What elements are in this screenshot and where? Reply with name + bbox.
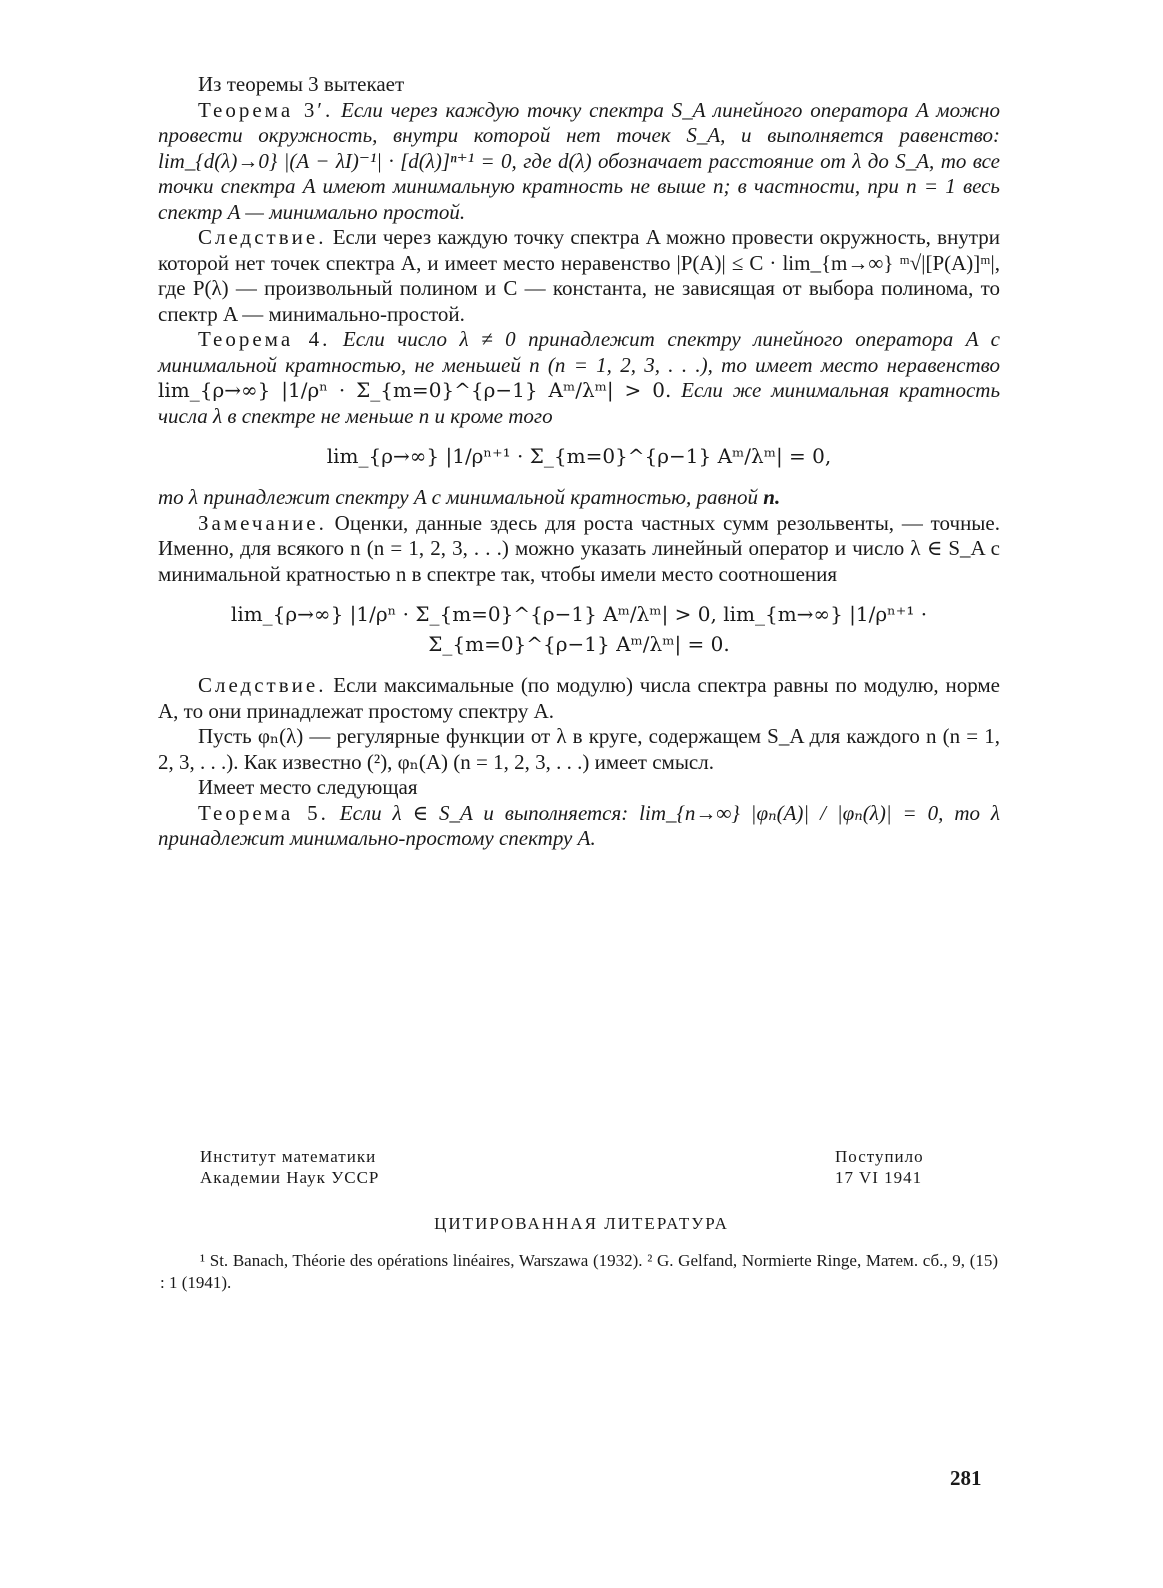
corollary-1-text: Если через каждую точку спектра A можно провести окружность, внутри которой нет точек спектра A, и имеет место неравенство |P(A)| ≤ C · lim_{m→∞} ᵐ√|[P(A)]ᵐ|, где P(λ) — произвольный полином и C — константа, не зависящая от выбора полинома, то спектр A — минимально-простой. [158, 225, 1001, 326]
theorem-5-label: Теорема 5. [198, 800, 329, 825]
theorem-4-text-c-n: n. [763, 485, 781, 509]
theorem-5 [158, 801, 1000, 852]
remark-text: Оценки, данные здесь для роста частных сумм резольвенты, — точные. Именно, для всякого n (n = 1, 2, 3, . . .) можно указать линейный оператор и число λ ∈ S_A с минимальной кратностью n в спектре так, чтобы имели место соотношения [158, 510, 1000, 586]
phi-paragraph [158, 724, 1000, 775]
references-heading: ЦИТИРОВАННАЯ ЛИТЕРАТУРА [434, 1214, 729, 1233]
remark-display-formula [158, 599, 1000, 659]
theorem-4-text-b: Если же минимальная кратность числа λ в спектре не меньше n и кроме того [158, 378, 1001, 428]
received-date [835, 1146, 924, 1188]
corollary-2-label: Следствие. [198, 673, 327, 697]
remark [158, 511, 1000, 588]
theorem-4-label: Теорема 4. [198, 327, 331, 351]
next-text: Имеет место следующая [198, 775, 418, 799]
intro-line [158, 72, 1000, 98]
theorem-4-text-a: Если число λ ≠ 0 принадлежит спектру линейного оператора A с минимальной кратностью, не меньшей n (n = 1, 2, 3, . . .), то имеет место неравенство [158, 327, 1000, 377]
theorem-4-inequality: lim_{ρ→∞} |1/ρⁿ · Σ_{m=0}^{ρ−1} Aᵐ/λᵐ| > 0. [158, 378, 672, 402]
affiliation [200, 1146, 379, 1188]
reference-1: ¹ St. Banach, Théorie des opérations linéaires, Warszawa (1932). [200, 1251, 643, 1270]
theorem-4-display-formula [158, 441, 1000, 471]
theorem-4-text-c: то λ принадлежит спектру A с минимальной кратностью, равной [158, 485, 759, 509]
phi-text: Пусть φₙ(λ) — регулярные функции от λ в круге, содержащем S_A для каждого n (n = 1, 2, 3, . . .). Как известно (²), φₙ(A) (n = 1, 2, 3, . . .) имеет смысл. [158, 724, 1000, 774]
theorem-5-text: Если λ ∈ S_A и выполняется: lim_{n→∞} |φₙ(A)| / |φₙ(λ)| = 0, то λ принадлежит минимально-простому спектру A. [158, 800, 1001, 850]
intro-text: Из теоремы 3 вытекает [198, 72, 405, 96]
received-line-2: 17 VI 1941 [835, 1168, 923, 1187]
affiliation-line-1: Институт математики [200, 1147, 377, 1166]
corollary-2 [158, 673, 1000, 724]
reference-2: ² G. Gelfand, Normierte Ringe, Матем. сб., 9, (15) : 1 (1941). [160, 1251, 999, 1292]
corollary-1-label: Следствие. [198, 225, 327, 249]
paper-body [158, 72, 1000, 852]
remark-display-text: lim_{ρ→∞} |1/ρⁿ · Σ_{m=0}^{ρ−1} Aᵐ/λᵐ| > 0, lim_{m→∞} |1/ρⁿ⁺¹ · Σ_{m=0}^{ρ−1} Aᵐ/λᵐ| = 0. [230, 602, 928, 656]
remark-label: Замечание. [198, 510, 327, 535]
page-number: 281 [950, 1466, 982, 1490]
theorem-3-prime-label: Теорема 3′. [198, 97, 334, 122]
theorem-4-conclusion [158, 485, 1000, 511]
corollary-2-text: Если максимальные (по модулю) числа спектра равны по модулю, норме A, то они принадлежат простому спектру A. [158, 673, 1001, 723]
theorem-3-prime-text: Если через каждую точку спектра S_A линейного оператора A можно провести окружность, внутри которой нет точек S_A, и выполняется равенство: lim_{d(λ)→0} |(A − λI)⁻¹| · [d(λ)]ⁿ⁺¹ = 0, где d(λ) обозначает расстояние от λ до S_A, то все точки спектра A имеют минимальную кратность не выше n; в частности, при n = 1 весь спектр A — минимально простой. [158, 97, 1001, 224]
corollary-1 [158, 225, 1000, 327]
affiliation-line-2: Академии Наук УССР [200, 1168, 380, 1187]
received-line-1: Поступило [835, 1147, 924, 1166]
theorem-4 [158, 327, 1000, 429]
theorem-3-prime [158, 98, 1000, 226]
next-paragraph [158, 775, 1000, 801]
references-list [160, 1250, 998, 1294]
theorem-4-display-text: lim_{ρ→∞} |1/ρⁿ⁺¹ · Σ_{m=0}^{ρ−1} Aᵐ/λᵐ| = 0, [326, 444, 832, 468]
